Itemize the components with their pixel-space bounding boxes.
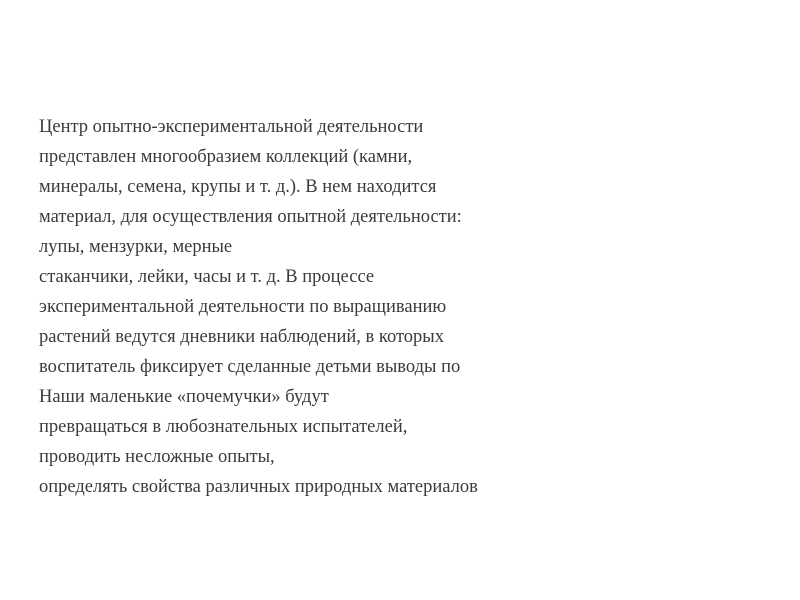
text-line-12: проводить несложные опыты, [39, 447, 275, 467]
text-line-3: минералы, семена, крупы и т. д.). В нем находится [39, 177, 437, 197]
text-line-6: стаканчики, лейки, часы и т. д. В процессе [39, 267, 375, 287]
text-line-1: Центр опытно-экспериментальной деятельности [39, 117, 424, 137]
text-line-2: представлен многообразием коллекций (камни, [39, 147, 413, 167]
text-line-7: экспериментальной деятельности по выращиванию [39, 297, 447, 317]
text-block [39, 112, 478, 502]
text-line-5: лупы, мензурки, мерные [39, 237, 233, 257]
text-line-9: воспитатель фиксирует сделанные детьми выводы по [39, 357, 461, 377]
text-line-10: Наши маленькие «почемучки» будут [39, 387, 329, 407]
text-line-11: превращаться в любознательных испытателей, [39, 417, 408, 437]
text-line-13: определять свойства различных природных материалов [39, 477, 478, 497]
text-line-4: материал, для осуществления опытной деятельности: [39, 207, 462, 227]
text-line-8: растений ведутся дневники наблюдений, в которых [39, 327, 444, 347]
